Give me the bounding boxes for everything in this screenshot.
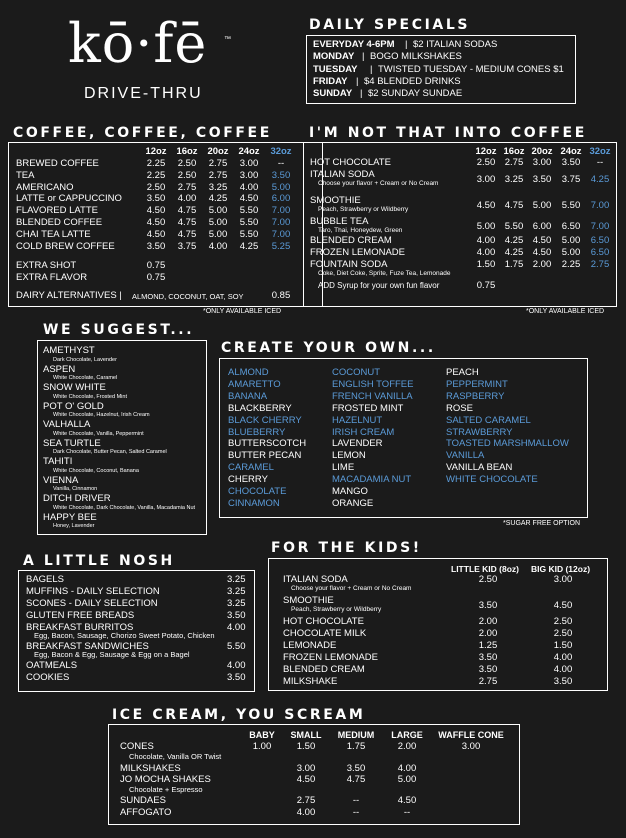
coffee-price: 4.50 bbox=[146, 217, 166, 228]
kids-item-name: BLENDED CREAM bbox=[283, 664, 365, 675]
nc-item-name: FROZEN LEMONADE bbox=[310, 247, 406, 258]
nosh-item-name: GLUTEN FREE BREADS bbox=[26, 610, 135, 621]
suggest-item-name: SNOW WHITE bbox=[43, 382, 106, 393]
coffee-price: 4.50 bbox=[146, 205, 166, 217]
coffee-price: 3.50 bbox=[146, 193, 166, 205]
coffee-price: 7.00 bbox=[271, 228, 291, 240]
flavor-item: HAZELNUT bbox=[332, 414, 383, 426]
flavor-item: RASPBERRY bbox=[446, 390, 505, 402]
coffee-price: -- bbox=[277, 158, 285, 169]
nc-item-name: FOUNTAIN SODA bbox=[310, 259, 388, 270]
coffee-price: 4.75 bbox=[177, 217, 197, 228]
logo-text: kō·fē bbox=[68, 12, 208, 75]
kids-item-name: MILKSHAKE bbox=[283, 676, 338, 687]
coffee-price: 3.25 bbox=[208, 181, 228, 193]
nc-price: 2.50 bbox=[476, 157, 496, 168]
ic-size-header: WAFFLE CONE bbox=[438, 730, 504, 740]
kids-item-name: LEMONADE bbox=[283, 640, 337, 651]
nc-price: 4.50 bbox=[532, 235, 552, 246]
kids-price: 1.50 bbox=[553, 640, 573, 651]
nc-item-name: SMOOTHIE bbox=[310, 195, 361, 206]
ic-item-name: SUNDAES bbox=[120, 795, 166, 806]
nc-item-name: BLENDED CREAM bbox=[310, 235, 392, 246]
coffee-price: 2.75 bbox=[208, 169, 228, 181]
nosh-title: A LITTLE NOSH bbox=[23, 553, 175, 569]
nc-price: 2.75 bbox=[504, 157, 524, 168]
nc-price: 5.00 bbox=[561, 235, 581, 246]
flavor-item: IRISH CREAM bbox=[332, 426, 395, 438]
nc-addon-price: 0.75 bbox=[476, 280, 496, 291]
kids-item-name: CHOCOLATE MILK bbox=[283, 628, 367, 639]
create-title: CREATE YOUR OWN... bbox=[221, 340, 436, 356]
flavor-item: PEACH bbox=[446, 367, 479, 378]
separator: | bbox=[356, 75, 359, 87]
flavor-item: CHOCOLATE bbox=[228, 486, 287, 497]
nc-item-desc: Peach, Strawberry or Wildberry bbox=[318, 206, 409, 213]
nc-price: 4.00 bbox=[476, 247, 496, 258]
flavor-item: LAVENDER bbox=[332, 438, 383, 450]
extra-price: 0.75 bbox=[146, 271, 166, 283]
coffee-price: 5.00 bbox=[208, 228, 228, 240]
nc-item-desc: Choose your flavor + Cream or No Cream bbox=[318, 180, 439, 187]
coffee-price: 5.00 bbox=[271, 181, 291, 193]
nc-price: 4.25 bbox=[590, 174, 610, 185]
flavor-item: BLACKBERRY bbox=[228, 402, 292, 414]
coffee-price: 7.00 bbox=[271, 217, 291, 228]
ic-price: -- bbox=[352, 795, 360, 806]
nc-item-name: HOT CHOCOLATE bbox=[310, 157, 391, 168]
suggest-item-desc: White Chocolate, Coconut, Banana bbox=[53, 467, 139, 474]
nosh-item-desc: Egg, Bacon & Egg, Sausage & Egg on a Bagel bbox=[34, 650, 190, 659]
nc-price: 6.50 bbox=[590, 235, 610, 246]
flavor-item: FRENCH VANILLA bbox=[332, 390, 413, 402]
coffee-price: 3.50 bbox=[146, 240, 166, 252]
ic-price: 2.00 bbox=[397, 741, 417, 752]
coffee-price: 2.50 bbox=[146, 181, 166, 193]
separator: | bbox=[362, 51, 365, 63]
coffee-item-name: TEA bbox=[16, 169, 35, 181]
kids-title: FOR THE KIDS! bbox=[271, 540, 422, 556]
nc-price: 4.00 bbox=[476, 235, 496, 246]
separator: | bbox=[405, 39, 408, 50]
coffee-price: 3.75 bbox=[177, 240, 197, 252]
coffee-price: 5.00 bbox=[208, 205, 228, 217]
nc-price: 7.00 bbox=[590, 221, 610, 232]
coffee-price: 5.50 bbox=[239, 228, 259, 240]
special-day: SUNDAY bbox=[313, 88, 353, 100]
coffee-item-name: BLENDED COFFEE bbox=[16, 217, 103, 228]
flavor-item: VANILLA bbox=[446, 450, 485, 462]
suggest-title: WE SUGGEST... bbox=[43, 322, 195, 338]
flavor-item: ALMOND bbox=[228, 367, 269, 378]
suggest-item-desc: Vanilla, Cinnamon bbox=[53, 486, 98, 492]
nc-price: 1.50 bbox=[476, 259, 496, 270]
kids-price: 3.50 bbox=[553, 676, 573, 687]
flavor-item: ROSE bbox=[446, 402, 473, 414]
coffee-price: 4.75 bbox=[177, 228, 197, 240]
ic-price: 1.75 bbox=[346, 741, 366, 752]
special-day: TUESDAY bbox=[313, 63, 358, 75]
logo bbox=[60, 14, 240, 84]
suggest-item-name: POT O' GOLD bbox=[43, 400, 104, 412]
flavor-item: BANANA bbox=[228, 390, 268, 402]
flavor-item: FROSTED MINT bbox=[332, 402, 404, 414]
nc-price: 7.00 bbox=[590, 200, 610, 211]
coffee-price: 5.50 bbox=[239, 217, 259, 228]
nosh-price: 3.25 bbox=[227, 598, 246, 609]
create-box bbox=[219, 358, 588, 518]
special-deal: $2 SUNDAY SUNDAE bbox=[368, 88, 463, 100]
flavor-item: ENGLISH TOFFEE bbox=[332, 378, 414, 390]
nosh-item-name: BAGELS bbox=[26, 574, 65, 585]
special-day: FRIDAY bbox=[313, 75, 348, 87]
nc-item-name: BUBBLE TEA bbox=[310, 216, 369, 227]
separator: | bbox=[370, 63, 373, 75]
kids-price: 1.25 bbox=[478, 640, 498, 651]
nosh-price: 3.25 bbox=[227, 586, 246, 597]
nosh-price: 5.50 bbox=[227, 641, 246, 652]
size-header: 20oz bbox=[207, 146, 229, 157]
size-header: 20oz bbox=[531, 146, 553, 157]
dairy-options: ALMOND, COCONUT, OAT, SOY bbox=[132, 292, 244, 301]
coffee-price: 4.00 bbox=[208, 240, 228, 252]
kids-price: 3.50 bbox=[478, 664, 498, 675]
coffee-price: 3.00 bbox=[239, 169, 259, 181]
kids-size-header: LITTLE KID (8oz) bbox=[451, 564, 519, 574]
nc-price: 4.50 bbox=[532, 247, 552, 258]
flavor-item: TOASTED MARSHMALLOW bbox=[446, 438, 569, 450]
nc-price: 3.00 bbox=[532, 157, 552, 168]
nc-price: 4.75 bbox=[504, 200, 524, 211]
kids-item-desc: Peach, Strawberry or Wildberry bbox=[291, 606, 382, 613]
flavor-item: BUTTERSCOTCH bbox=[228, 438, 307, 450]
nc-price: 6.50 bbox=[561, 221, 581, 232]
dairy-price: 0.85 bbox=[271, 290, 291, 301]
flavor-item: BUTTER PECAN bbox=[228, 450, 302, 462]
kids-item-desc: Choose your flavor + Cream or No Cream bbox=[291, 585, 412, 592]
flavor-item: COCONUT bbox=[332, 367, 381, 378]
nc-price: 3.00 bbox=[476, 174, 496, 185]
size-header: 12oz bbox=[475, 146, 497, 157]
nc-price: 3.75 bbox=[561, 174, 581, 185]
suggest-item-name: TAHITI bbox=[43, 456, 73, 467]
nc-addon-name: ADD Syrup for your own fun flavor bbox=[318, 281, 440, 290]
kids-price: 2.50 bbox=[478, 574, 498, 585]
nc-price: 5.00 bbox=[561, 247, 581, 258]
nosh-item-name: OATMEALS bbox=[26, 660, 78, 671]
nc-item-desc: Taro, Thai, Honeydew, Green bbox=[318, 227, 403, 234]
coffee-price: 2.50 bbox=[177, 158, 197, 169]
special-deal: TWISTED TUESDAY - MEDIUM CONES $1 bbox=[378, 63, 564, 75]
kids-item-name: SMOOTHIE bbox=[283, 595, 334, 606]
coffee-price: 4.50 bbox=[146, 228, 166, 240]
kids-price: 3.00 bbox=[553, 574, 573, 585]
nc-price: 4.50 bbox=[476, 200, 496, 211]
size-header: 24oz bbox=[238, 146, 260, 157]
coffee-title: COFFEE, COFFEE, COFFEE bbox=[13, 125, 272, 141]
coffee-price: 5.50 bbox=[239, 205, 259, 217]
nosh-price: 4.00 bbox=[227, 622, 246, 633]
kids-price: 4.00 bbox=[553, 652, 573, 663]
flavor-item: CARAMEL bbox=[228, 462, 274, 474]
nosh-price: 4.00 bbox=[227, 660, 246, 671]
kids-price: 2.00 bbox=[478, 616, 498, 627]
suggest-item-name: SEA TURTLE bbox=[43, 437, 101, 449]
ic-price: 3.00 bbox=[461, 741, 481, 752]
special-deal: $4 BLENDED DRINKS bbox=[364, 75, 461, 87]
create-note: *SUGAR FREE OPTION bbox=[503, 520, 581, 527]
kids-price: 4.00 bbox=[553, 664, 573, 675]
coffee-price: 2.50 bbox=[177, 169, 197, 181]
flavor-item: WHITE CHOCOLATE bbox=[446, 474, 538, 486]
not-coffee-box bbox=[303, 142, 617, 307]
flavor-item: STRAWBERRY bbox=[446, 426, 513, 438]
nosh-item-name: BREAKFAST SANDWICHES bbox=[26, 641, 149, 652]
not-coffee-title: I'M NOT THAT INTO COFFEE bbox=[309, 125, 587, 141]
ic-item-name: MILKSHAKES bbox=[120, 763, 181, 774]
icecream-box bbox=[108, 724, 520, 825]
ic-price: 1.00 bbox=[252, 741, 272, 752]
nc-price: 5.50 bbox=[561, 200, 581, 211]
nc-price: 4.25 bbox=[504, 235, 524, 246]
nosh-price: 3.50 bbox=[227, 610, 246, 621]
flavor-item: PEPPERMINT bbox=[446, 378, 508, 390]
coffee-price: 2.25 bbox=[146, 158, 166, 169]
suggest-item-desc: White Chocolate, Dark Chocolate, Vanilla, Macadamia Nut bbox=[53, 504, 196, 511]
suggest-item-desc: White Chocolate, Caramel bbox=[53, 375, 118, 381]
coffee-price: 3.50 bbox=[271, 169, 291, 181]
flavor-item: BLUEBERRY bbox=[228, 426, 286, 438]
coffee-price: 5.00 bbox=[208, 217, 228, 228]
nc-price: 1.75 bbox=[504, 259, 524, 270]
flavor-item: CINNAMON bbox=[228, 497, 280, 509]
coffee-box bbox=[8, 142, 323, 307]
nosh-item-desc: Egg, Bacon, Sausage, Chorizo Sweet Potato, Chicken bbox=[34, 631, 215, 640]
coffee-item-name: AMERICANO bbox=[16, 181, 74, 193]
nosh-item-name: MUFFINS - DAILY SELECTION bbox=[26, 586, 160, 597]
ic-price: 4.00 bbox=[397, 763, 417, 774]
flavor-item: LIME bbox=[332, 462, 355, 474]
coffee-price: 3.00 bbox=[239, 158, 259, 169]
nc-item-desc: Coke, Diet Coke, Sprite, Fuze Tea, Lemonade bbox=[318, 270, 451, 277]
nc-price: 3.50 bbox=[532, 174, 552, 185]
suggest-item-desc: Honey, Lavender bbox=[53, 523, 95, 529]
dairy-label: DAIRY ALTERNATIVES | bbox=[16, 290, 122, 301]
special-day: MONDAY bbox=[313, 51, 355, 63]
nc-price: 2.75 bbox=[590, 259, 610, 270]
coffee-price: 2.75 bbox=[177, 181, 197, 193]
suggest-item-desc: Dark Chocolate, Butter Pecan, Salted Caramel bbox=[53, 449, 167, 455]
flavor-item: ORANGE bbox=[332, 497, 374, 509]
daily-specials-box bbox=[306, 35, 576, 104]
coffee-price: 5.25 bbox=[271, 240, 291, 252]
ic-price: 5.00 bbox=[397, 774, 417, 785]
coffee-item-name: FLAVORED LATTE bbox=[16, 205, 98, 217]
icecream-title: ICE CREAM, YOU SCREAM bbox=[112, 707, 366, 723]
size-header: 16oz bbox=[176, 146, 198, 157]
nosh-item-name: COOKIES bbox=[26, 672, 70, 683]
not-coffee-note: *ONLY AVAILABLE ICED bbox=[526, 308, 605, 315]
nc-price: 3.50 bbox=[561, 157, 581, 168]
ic-price: 4.00 bbox=[296, 807, 316, 818]
kids-price: 3.50 bbox=[478, 652, 498, 663]
coffee-item-name: COLD BREW COFFEE bbox=[16, 240, 115, 252]
nosh-box bbox=[18, 570, 255, 692]
special-day: EVERYDAY 4-6PM bbox=[313, 39, 395, 50]
flavor-item: BLACK CHERRY bbox=[228, 414, 302, 426]
nc-price: 4.25 bbox=[504, 247, 524, 258]
coffee-price: 4.00 bbox=[177, 193, 197, 205]
size-header: 16oz bbox=[503, 146, 525, 157]
ic-price: 2.75 bbox=[296, 795, 316, 806]
ic-price: 3.50 bbox=[346, 763, 366, 774]
extra-price: 0.75 bbox=[146, 260, 166, 271]
kids-box bbox=[268, 558, 608, 691]
ic-price: 3.00 bbox=[296, 763, 316, 774]
ic-price: -- bbox=[403, 807, 411, 818]
kids-size-header: BIG KID (12oz) bbox=[531, 564, 591, 574]
suggest-item-name: AMETHYST bbox=[43, 345, 95, 356]
coffee-price: 4.75 bbox=[177, 205, 197, 217]
nc-price: -- bbox=[596, 157, 604, 168]
nc-price: 6.00 bbox=[532, 221, 552, 232]
coffee-note: *ONLY AVAILABLE ICED bbox=[203, 308, 282, 315]
coffee-item-name: BREWED COFFEE bbox=[16, 158, 99, 169]
nosh-item-name: SCONES - DAILY SELECTION bbox=[26, 598, 158, 609]
size-header: 32oz bbox=[270, 146, 292, 157]
ic-price: 4.50 bbox=[397, 795, 417, 806]
nc-price: 5.00 bbox=[532, 200, 552, 211]
daily-specials-title: DAILY SPECIALS bbox=[309, 17, 471, 33]
coffee-price: 7.00 bbox=[271, 205, 291, 217]
ic-size-header: SMALL bbox=[290, 730, 322, 740]
suggest-item-name: ASPEN bbox=[43, 363, 76, 375]
flavor-item: MACADAMIA NUT bbox=[332, 474, 412, 486]
coffee-price: 4.25 bbox=[239, 240, 259, 252]
nc-price: 6.50 bbox=[590, 247, 610, 258]
suggest-item-desc: Dark Chocolate, Lavender bbox=[53, 356, 117, 363]
nc-item-name: ITALIAN SODA bbox=[310, 169, 375, 180]
coffee-price: 2.75 bbox=[208, 158, 228, 169]
flavor-item: AMARETTO bbox=[228, 378, 281, 390]
ic-price: 1.50 bbox=[296, 741, 316, 752]
kids-item-name: ITALIAN SODA bbox=[283, 574, 348, 585]
extra-name: EXTRA FLAVOR bbox=[16, 271, 88, 283]
suggest-item-desc: White Chocolate, Frosted Mint bbox=[53, 393, 127, 400]
kids-price: 4.50 bbox=[553, 600, 573, 611]
nc-price: 5.00 bbox=[476, 221, 496, 232]
nosh-price: 3.50 bbox=[227, 672, 246, 683]
nc-price: 2.25 bbox=[561, 259, 581, 270]
nc-price: 2.00 bbox=[532, 259, 552, 270]
flavor-item: MANGO bbox=[332, 486, 368, 497]
kids-price: 3.50 bbox=[478, 600, 498, 611]
suggest-item-name: HAPPY BEE bbox=[43, 511, 97, 523]
ic-item-name: JO MOCHA SHAKES bbox=[120, 774, 211, 785]
flavor-item: CHERRY bbox=[228, 474, 268, 486]
special-deal: BOGO MILKSHAKES bbox=[370, 51, 462, 63]
separator: | bbox=[360, 88, 363, 100]
flavor-item: LEMON bbox=[332, 450, 366, 462]
suggest-item-name: VIENNA bbox=[43, 474, 79, 486]
coffee-price: 2.25 bbox=[146, 169, 166, 181]
size-header: 12oz bbox=[145, 146, 167, 157]
suggest-item-name: VALHALLA bbox=[43, 419, 91, 430]
logo-subtitle: DRIVE-THRU bbox=[84, 85, 203, 102]
nc-price: 3.25 bbox=[504, 174, 524, 185]
ic-item-desc: Chocolate + Espresso bbox=[129, 785, 203, 794]
suggest-box bbox=[37, 340, 207, 535]
ic-item-name: CONES bbox=[120, 741, 154, 752]
kids-price: 2.75 bbox=[478, 676, 498, 687]
flavor-item: VANILLA BEAN bbox=[446, 462, 513, 474]
kids-price: 2.50 bbox=[553, 628, 573, 639]
nosh-price: 3.25 bbox=[227, 574, 246, 585]
ic-size-header: BABY bbox=[249, 730, 275, 740]
kids-price: 2.00 bbox=[478, 628, 498, 639]
suggest-item-desc: White Chocolate, Hazelnut, Irish Cream bbox=[53, 412, 150, 418]
suggest-item-desc: White Chocolate, Vanilla, Peppermint bbox=[53, 430, 144, 437]
coffee-item-name: CHAI TEA LATTE bbox=[16, 228, 91, 240]
ic-size-header: LARGE bbox=[391, 730, 423, 740]
coffee-price: 6.00 bbox=[271, 193, 291, 205]
ic-size-header: MEDIUM bbox=[337, 730, 375, 740]
kids-item-name: HOT CHOCOLATE bbox=[283, 616, 364, 627]
coffee-price: 4.00 bbox=[239, 181, 259, 193]
ic-item-desc: Chocolate, Vanilla OR Twist bbox=[129, 752, 222, 761]
suggest-item-name: DITCH DRIVER bbox=[43, 493, 111, 504]
nosh-item-name: BREAKFAST BURRITOS bbox=[26, 622, 134, 633]
ic-price: 4.75 bbox=[346, 774, 366, 785]
size-header: 32oz bbox=[589, 146, 611, 157]
coffee-item-name: LATTE or CAPPUCCINO bbox=[16, 193, 122, 205]
nc-price: 5.50 bbox=[504, 221, 524, 232]
flavor-item: SALTED CARAMEL bbox=[446, 414, 531, 426]
special-deal: $2 ITALIAN SODAS bbox=[413, 39, 498, 50]
trademark: ™ bbox=[224, 36, 231, 43]
ic-price: 4.50 bbox=[296, 774, 316, 785]
kids-item-name: FROZEN LEMONADE bbox=[283, 652, 379, 663]
extra-name: EXTRA SHOT bbox=[16, 260, 77, 271]
coffee-price: 4.25 bbox=[208, 193, 228, 205]
coffee-price: 4.50 bbox=[239, 193, 259, 205]
ic-item-name: AFFOGATO bbox=[120, 807, 172, 818]
ic-price: -- bbox=[352, 807, 360, 818]
kids-price: 2.50 bbox=[553, 616, 573, 627]
size-header: 24oz bbox=[560, 146, 582, 157]
